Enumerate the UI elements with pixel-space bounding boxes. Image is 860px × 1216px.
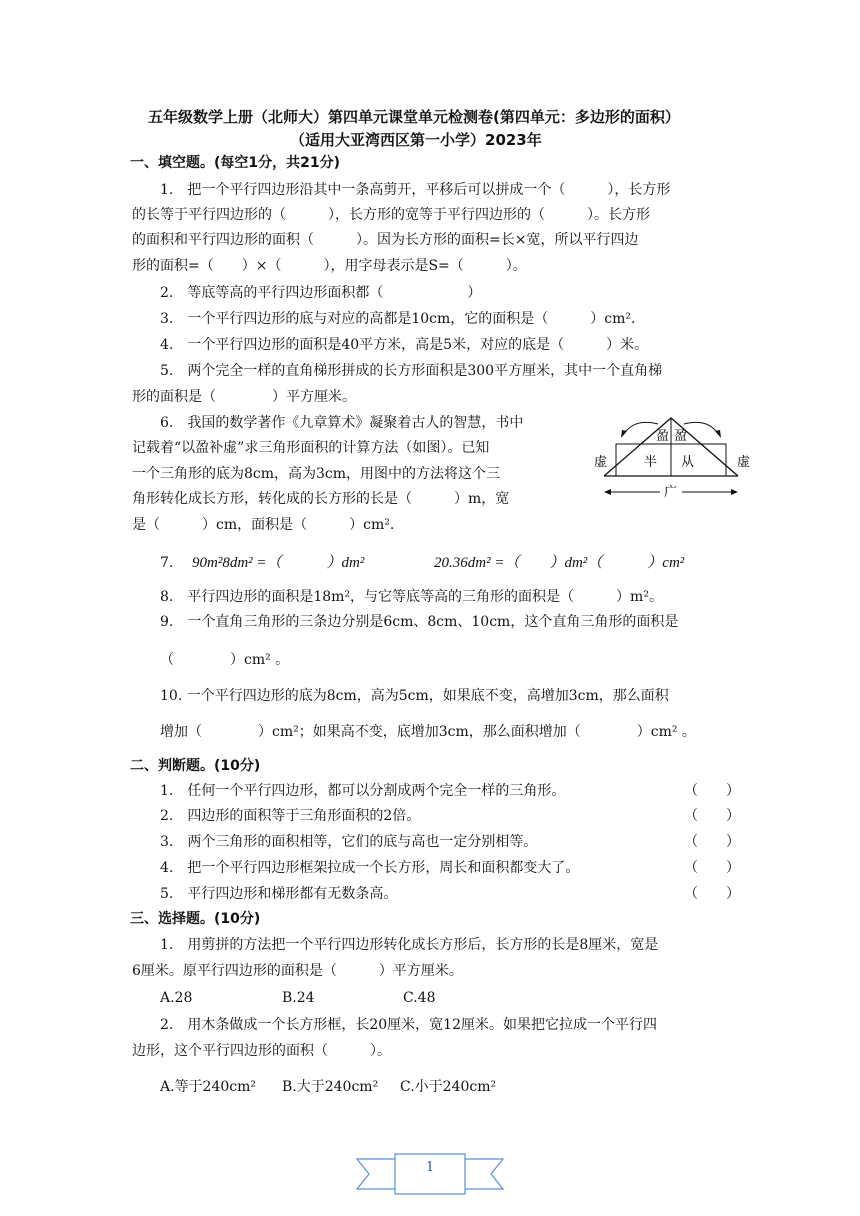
q1-line3: 的面积和平行四边形的面积（ ）。因为长方形的面积=长×宽，所以平行四边 (132, 232, 639, 248)
q10-line1: 10. 一个平行四边形的底为8cm，高为5cm，如果底不变，高增加3cm，那么面积 (160, 688, 669, 704)
judge-item-2: 2. 四边形的面积等于三角形面积的2倍。 (160, 808, 421, 824)
diagram-right-arrow (684, 422, 718, 434)
diagram-label-guang: 广 (664, 485, 678, 498)
choice-q2-line2: 边形，这个平行四边形的面积（ ）。 (132, 1043, 391, 1059)
q1-line1: 1. 把一个平行四边形沿其中一条高剪开，平移后可以拼成一个（ ），长方形 (160, 182, 671, 198)
q5-line2: 形的面积是（ ）平方厘米。 (132, 389, 356, 405)
q7-part1: 90m²8dm² =（ ）dm² (192, 555, 365, 571)
q6-line4: 角形转化成长方形，转化成的长方形的长是（ ）m，宽 (132, 491, 510, 507)
judge-item-1: 1. 任何一个平行四边形，都可以分割成两个完全一样的三角形。 (160, 783, 566, 799)
yingbuxu-diagram (594, 412, 750, 498)
diagram-label-ban: 半 (644, 455, 658, 470)
diagram-label-ying-left: 盈 (656, 429, 670, 444)
section2-heading: 二、判断题。(10分) (130, 758, 261, 774)
diagram-label-cong: 从 (681, 455, 695, 470)
judge-item-5: 5. 平行四边形和梯形都有无数条高。 (160, 886, 398, 902)
choice-q2-option-c[interactable]: C.小于240cm² (400, 1079, 497, 1095)
choice-q2-option-a[interactable]: A.等于240cm² (160, 1079, 257, 1095)
q6-line3: 一个三角形的底为8cm，高为3cm，用图中的方法将这个三 (132, 466, 501, 482)
judge-mark-3[interactable]: （ ） (684, 834, 740, 850)
diagram-label-ying-right: 盈 (674, 429, 688, 444)
judge-mark-1[interactable]: （ ） (684, 783, 740, 799)
diagram-label-xu-left: 虚 (594, 455, 608, 470)
diagram-label-xu-right: 虚 (737, 455, 750, 470)
judge-item-4: 4. 把一个平行四边形框架拉成一个长方形，周长和面积都变大了。 (160, 860, 580, 876)
q4-line: 4. 一个平行四边形的面积是40平方米，高是5米，对应的底是（ ）米。 (160, 337, 649, 353)
choice-q1-line2: 6厘米。原平行四边形的面积是（ ）平方厘米。 (132, 963, 463, 979)
choice-q2-line1: 2. 用木条做成一个长方形框，长20厘米，宽12厘米。如果把它拉成一个平行四 (160, 1017, 657, 1033)
page-number: 1 (425, 1160, 435, 1175)
q3-line: 3. 一个平行四边形的底与对应的高都是10cm，它的面积是（ ）cm². (160, 311, 636, 327)
doc-title-line1: 五年级数学上册（北师大）第四单元课堂单元检测卷(第四单元：多边形的面积） (148, 108, 680, 126)
section1-heading: 一、填空题。(每空1分，共21分) (130, 155, 341, 171)
choice-q1-option-b[interactable]: B.24 (282, 990, 315, 1006)
q2-line: 2. 等底等高的平行四边形面积都（ ） (160, 285, 482, 301)
q5-line1: 5. 两个完全一样的直角梯形拼成的长方形面积是300平方厘米，其中一个直角梯 (160, 363, 663, 379)
q9-line1: 9. 一个直角三角形的三条边分别是6cm、8cm、10cm，这个直角三角形的面积是 (160, 614, 679, 630)
judge-mark-5[interactable]: （ ） (684, 886, 740, 902)
doc-title-line2: （适用大亚湾西区第一小学）2023年 (290, 131, 542, 149)
q7-number: 7. (160, 555, 174, 571)
section3-heading: 三、选择题。(10分) (130, 911, 261, 927)
q7-part2: 20.36dm² =（ ）dm²（ ）cm² (434, 555, 685, 571)
judge-mark-2[interactable]: （ ） (684, 808, 740, 824)
diagram-left-arrow (624, 422, 658, 434)
choice-q2-option-b[interactable]: B.大于240cm² (282, 1079, 379, 1095)
judge-item-3: 3. 两个三角形的面积相等，它们的底与高也一定分别相等。 (160, 834, 538, 850)
choice-q1-option-a[interactable]: A.28 (160, 990, 193, 1006)
q6-line2: 记载着“以盈补虚”求三角形面积的计算方法（如图）。已知 (132, 440, 490, 456)
q9-line2: （ ）cm² 。 (160, 652, 290, 668)
choice-q1-option-c[interactable]: C.48 (403, 990, 436, 1006)
q6-line1: 6. 我国的数学著作《九章算术》凝聚着古人的智慧，书中 (160, 415, 524, 431)
q8-line: 8. 平行四边形的面积是18m²，与它等底等高的三角形的面积是（ ）m²。 (160, 589, 663, 605)
q6-line5: 是（ ）cm，面积是（ ）cm². (132, 517, 395, 533)
choice-q1-line1: 1. 用剪拼的方法把一个平行四边形转化成长方形后，长方形的长是8厘米，宽是 (160, 937, 659, 953)
q10-line2: 增加（ ）cm²；如果高不变，底增加3cm，那么面积增加（ ）cm² 。 (160, 724, 696, 740)
q1-line4: 形的面积=（ ）×（ ），用字母表示是S=（ ）。 (132, 258, 527, 274)
judge-mark-4[interactable]: （ ） (684, 860, 740, 876)
q1-line2: 的长等于平行四边形的（ ），长方形的宽等于平行四边形的（ ）。长方形 (132, 207, 650, 223)
